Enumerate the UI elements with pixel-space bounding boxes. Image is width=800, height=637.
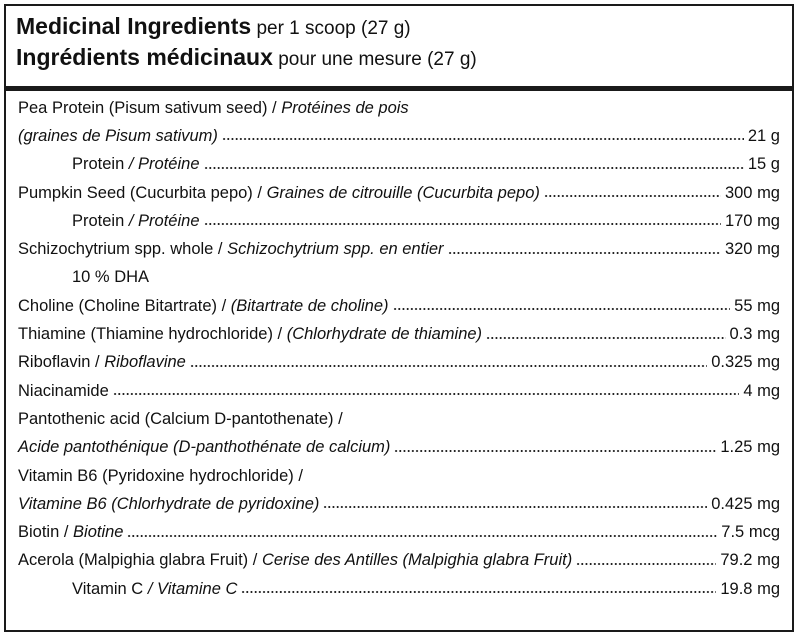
ingredient-amount: 15 g [747,155,780,174]
dot-leader [486,337,726,339]
header-line-french [16,43,782,74]
dot-leader [222,138,744,140]
ingredient-label [18,438,390,457]
label-english: Pea Protein (Pisum sativum seed) / [18,98,282,117]
label-french: (Bitartrate de choline) [230,296,389,315]
ingredient-row [18,207,780,235]
ingredient-amount: 0.425 mg [711,494,780,513]
ingredient-row [18,462,780,490]
ingredient-row [18,292,780,320]
dot-leader [544,195,721,197]
label-english: Riboflavin / [18,353,105,372]
ingredient-label [18,551,572,570]
ingredient-row [18,235,780,263]
ingredient-label [18,127,218,146]
label-french: / Protéine [128,155,200,174]
dot-leader [113,393,740,395]
ingredient-label [72,155,200,174]
ingredient-label [18,297,389,316]
label-french: Acide pantothénique (D-panthothénate de calcium) [18,438,391,457]
label-french: Riboflavine [104,353,186,372]
ingredient-amount: 79.2 mg [720,551,780,570]
label-french: Cerise des Antilles (Malpighia glabra Fruit) [261,551,573,570]
ingredient-amount: 4 mg [743,381,780,400]
dot-leader [204,167,744,169]
ingredient-amount: 19.8 mg [720,579,780,598]
header-line-english [16,12,782,43]
label-english: Biotin / [18,523,74,542]
label-english: Acerola (Malpighia glabra Fruit) / [18,551,262,570]
panel-header [6,6,792,86]
label-english: Niacinamide [18,381,109,400]
label-english: Choline (Choline Bitartrate) / [18,296,231,315]
ingredient-row [18,264,780,292]
ingredient-label [72,268,149,287]
ingredient-row [18,490,780,518]
ingredient-label [18,353,186,372]
label-french: Biotine [73,523,124,542]
ingredient-label [18,99,409,118]
ingredient-amount: 320 mg [724,240,780,259]
ingredient-label [18,410,343,429]
ingredient-amount: 1.25 mg [720,438,780,457]
ingredient-row [18,151,780,179]
ingredients-panel [4,4,794,632]
ingredient-row [18,434,780,462]
label-english: Vitamin C [72,579,148,598]
ingredient-list [18,94,780,603]
header-title-french: Ingrédients médicinaux [16,44,273,70]
dot-leader [190,365,707,367]
ingredient-amount: 0.3 mg [729,325,780,344]
dot-leader [323,506,707,508]
label-french: (Chlorhydrate de thiamine) [286,325,483,344]
header-title-english: Medicinal Ingredients [16,13,252,39]
ingredient-amount: 55 mg [734,296,780,315]
dot-leader [394,450,716,452]
label-french: Schizochytrium spp. en entier [227,240,444,259]
ingredient-row [18,405,780,433]
ingredient-row [18,122,780,150]
ingredient-row [18,179,780,207]
dot-leader [448,252,721,254]
ingredient-row [18,94,780,122]
ingredient-amount: 170 mg [724,211,780,230]
label-french: / Protéine [128,211,200,230]
dot-leader [393,308,731,310]
ingredient-label [18,240,444,259]
dot-leader [576,563,716,565]
ingredient-row [18,518,780,546]
ingredient-row [18,547,780,575]
header-serving-english: per 1 scoop (27 g) [256,18,411,39]
ingredient-label [18,184,540,203]
label-french: (graines de Pisum sativum) [18,126,218,145]
label-french: Vitamine B6 (Chlorhydrate de pyridoxine) [18,494,320,513]
label-french: Protéines de pois [281,98,409,117]
ingredient-label [72,212,200,231]
ingredient-label [18,382,109,401]
ingredient-amount: 300 mg [724,183,780,202]
label-english: Schizochytrium spp. whole / [18,240,228,259]
label-english: Vitamin B6 (Pyridoxine hydrochloride) / [18,466,303,485]
ingredient-label [18,467,303,486]
ingredient-label [18,495,319,514]
ingredient-label [18,325,482,344]
ingredient-label [18,523,123,542]
label-english: Protein [72,211,129,230]
ingredient-amount: 0.325 mg [711,353,780,372]
label-english: Pantothenic acid (Calcium D-pantothenate) / [18,409,343,428]
label-english: Pumpkin Seed (Cucurbita pepo) / [18,183,267,202]
ingredient-amount: 21 g [747,126,780,145]
label-english: Thiamine (Thiamine hydrochloride) / [18,325,287,344]
dot-leader [127,535,717,537]
dot-leader [204,223,721,225]
label-english: Protein [72,155,129,174]
label-english: 10 % DHA [72,268,150,287]
label-french: Graines de citrouille (Cucurbita pepo) [266,183,540,202]
label-french: / Vitamine C [147,579,238,598]
ingredient-amount: 7.5 mcg [721,523,780,542]
ingredient-row [18,377,780,405]
ingredient-row [18,349,780,377]
ingredient-row [18,575,780,603]
header-divider [6,86,792,91]
ingredient-row [18,320,780,348]
header-serving-french: pour une mesure (27 g) [278,49,477,70]
ingredient-label [72,580,237,599]
dot-leader [241,591,716,593]
